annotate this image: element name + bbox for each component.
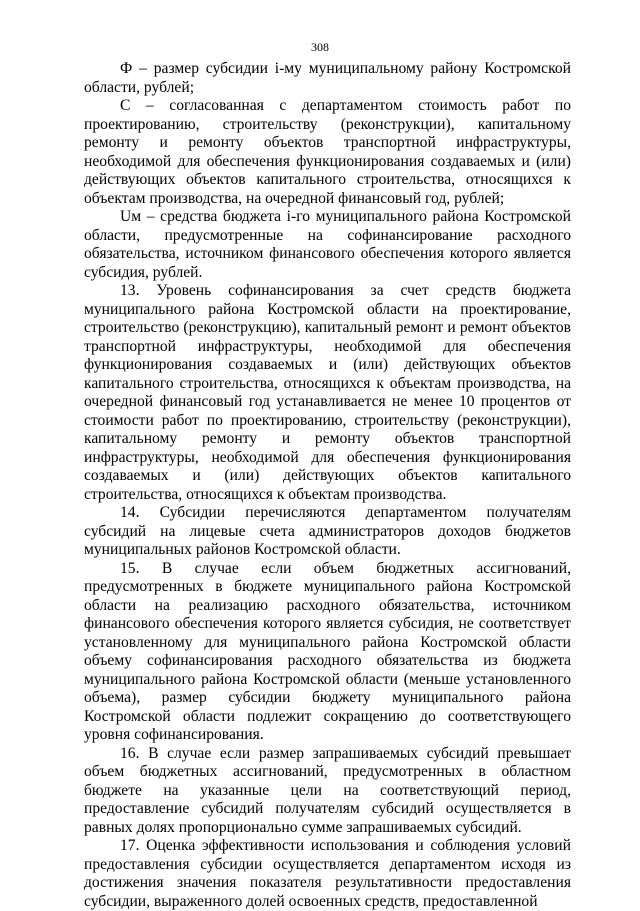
paragraph-um-definition: Uм – средства бюджета i-го муниципального района Костромской области, предусмотренные на софинансирование расходного обязательства, источником финансового обеспечения которого является субсидия, рублей. (84, 208, 571, 281)
paragraph-c-definition: С – согласованная с департаментом стоимость работ по проектированию, строительству (реконструкции), капитальному ремонту и ремонту объектов транспортной инфраструктуры, необходимой для обеспечения функционирования создаваемых и (или) действующих объектов капитального строительства, относящихся к объектам производства, на очередной финансовый год, рублей; (84, 97, 571, 207)
paragraph-13: 13. Уровень софинансирования за счет средств бюджета муниципального района Костромской области на проектирование, строительство (реконструкцию), капитальный ремонт и ремонт объектов транспортной инфраструктуры, необходимой для обеспечения функционирования создаваемых и (или) действующих объектов капитального строительства, относящихся к объектам производства, на очередной финансовый год устанавливается не менее 10 процентов от стоимости работ по проектированию, строительству (реконструкции), капитальному ремонту и ремонту объектов транспортной инфраструктуры, необходимой для обеспечения функционирования создаваемых и (или) действующих объектов капитального строительства, относящихся к объектам производства. (84, 282, 571, 503)
paragraph-16: 16. В случае если размер запрашиваемых субсидий превышает объем бюджетных ассигнований, предусмотренных в областном бюджете на указанные цели на соответствующий период, предоставление субсидий получателям субсидий осуществляется в равных долях пропорционально сумме запрашиваемых субсидий. (84, 744, 571, 836)
paragraph-15: 15. В случае если объем бюджетных ассигнований, предусмотренных в бюджете муниципального района Костромской области на реализацию расходного обязательства, источником финансового обеспечения которого является субсидия, не соответствует установленному для муниципального района Костромской области объему софинансирования расходного обязательства из бюджета муниципального района Костромской области (меньше установленного объема), размер субсидии бюджету муниципального района Костромской области подлежит сокращению до соответствующего уровня софинансирования. (84, 559, 571, 743)
paragraph-17: 17. Оценка эффективности использования и соблюдения условий предоставления субсидии осуществляется департаментом исходя из достижения значения показателя результативности предоставления субсидии, выраженного долей освоенных средств, предоставленной (84, 837, 571, 910)
document-body (84, 60, 571, 911)
paragraph-f-definition: Ф – размер субсидии i-му муниципальному району Костромской области, рублей; (84, 60, 571, 96)
paragraph-14: 14. Субсидии перечисляются департаментом получателям субсидий на лицевые счета администраторов доходов бюджетов муниципальных районов Костромской области. (84, 504, 571, 558)
page-number: 308 (311, 40, 329, 54)
